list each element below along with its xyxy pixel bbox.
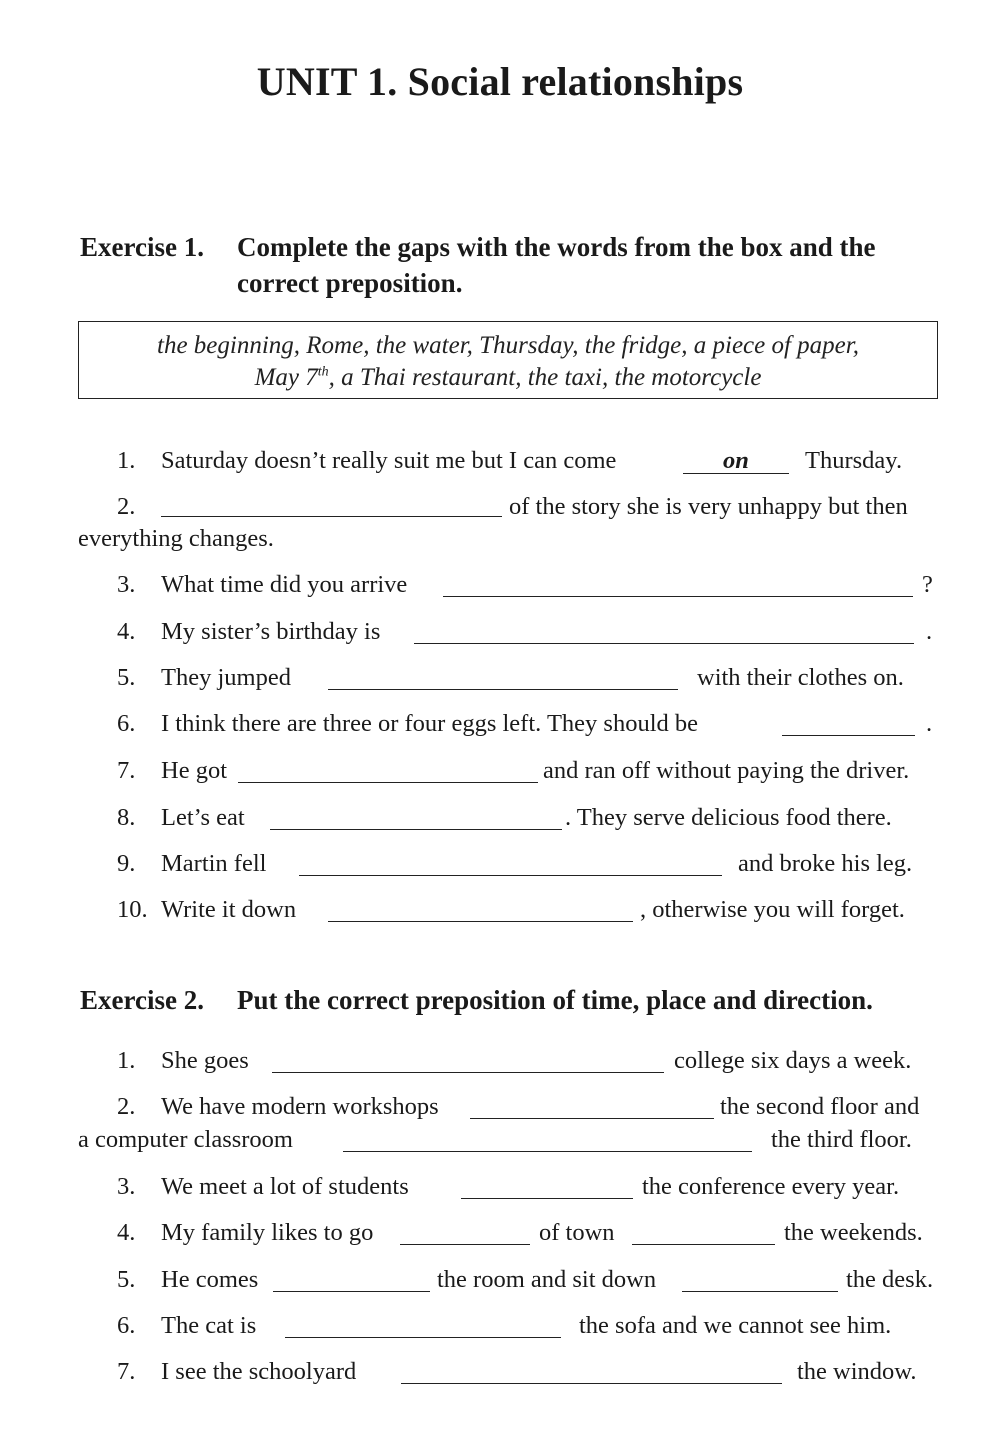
ex1-item-1-text: Saturday doesn’t really suit me but I can come xyxy=(161,447,617,474)
ex1-item-1-number: 1. xyxy=(117,447,136,474)
exercise-1-instruction-line1: Complete the gaps with the words from the box and the xyxy=(237,232,876,262)
ex1-item-8-number: 8. xyxy=(117,804,136,831)
ex2-item-4-blank-2[interactable] xyxy=(632,1224,775,1245)
ex1-item-2-text-end: of the story she is very unhappy but then xyxy=(509,493,908,520)
ex1-item-10-blank[interactable] xyxy=(328,901,633,922)
ex2-item-5-blank-2[interactable] xyxy=(682,1271,838,1292)
ex2-item-5-number: 5. xyxy=(117,1266,136,1293)
ex1-item-4-text-end: . xyxy=(926,618,933,645)
ex1-item-4-text: My sister’s birthday is xyxy=(161,618,381,645)
exercise-1-label: Exercise 1. xyxy=(80,232,204,262)
ex1-item-10-text-end: , otherwise you will forget. xyxy=(640,896,905,923)
exercise-1-instruction-line2: correct preposition. xyxy=(237,268,463,298)
ex1-item-4-number: 4. xyxy=(117,618,136,645)
ex2-item-7-text-end: the window. xyxy=(797,1358,917,1385)
ex1-item-5-number: 5. xyxy=(117,664,136,691)
page-title: UNIT 1. Social relationships xyxy=(256,59,744,104)
word-box-line2 xyxy=(78,364,938,392)
ex1-item-2-number: 2. xyxy=(117,493,136,520)
ex2-item-7-text: I see the schoolyard xyxy=(161,1358,357,1385)
ex2-item-2-continuation: a computer classroom xyxy=(78,1126,293,1153)
ex1-item-3-text-end: ? xyxy=(922,571,933,598)
ex1-item-4-blank[interactable] xyxy=(414,623,914,644)
exercise-2-instruction: Put the correct preposition of time, place and direction. xyxy=(237,985,873,1015)
ex1-item-7-text-end: and ran off without paying the driver. xyxy=(543,757,910,784)
ex2-item-2-text-end: the third floor. xyxy=(771,1126,912,1153)
ex2-item-2-blank-1[interactable] xyxy=(470,1098,714,1119)
ex1-item-7-number: 7. xyxy=(117,757,136,784)
ex1-item-6-text-end: . xyxy=(926,710,933,737)
ex2-item-2-number: 2. xyxy=(117,1093,136,1120)
ex2-item-4-blank-1[interactable] xyxy=(400,1224,530,1245)
ex2-item-7-blank[interactable] xyxy=(401,1363,782,1384)
ex1-item-8-text: Let’s eat xyxy=(161,804,245,831)
ex1-item-2-continuation: everything changes. xyxy=(78,525,274,552)
word-box-rest: , a Thai restaurant, the taxi, the motorcycle xyxy=(328,364,762,391)
word-box-date: May 7 xyxy=(254,364,318,391)
ex2-item-4-text-mid: of town xyxy=(539,1219,615,1246)
ex2-item-2-text: We have modern workshops xyxy=(161,1093,439,1120)
ex2-item-6-blank[interactable] xyxy=(285,1317,561,1338)
ex2-item-3-number: 3. xyxy=(117,1173,136,1200)
ex2-item-2-blank-2[interactable] xyxy=(343,1131,752,1152)
ex2-item-5-text-mid: the room and sit down xyxy=(437,1266,657,1293)
ex2-item-4-number: 4. xyxy=(117,1219,136,1246)
ex1-item-1-answer[interactable]: on xyxy=(683,447,789,474)
ex2-item-1-blank[interactable] xyxy=(272,1052,664,1073)
ex1-item-3-blank[interactable] xyxy=(443,576,913,597)
ex2-item-1-text: She goes xyxy=(161,1047,249,1074)
ex2-item-1-text-end: college six days a week. xyxy=(674,1047,912,1074)
ex2-item-4-text-end: the weekends. xyxy=(784,1219,923,1246)
ex1-item-7-blank[interactable] xyxy=(238,762,538,783)
ex2-item-1-number: 1. xyxy=(117,1047,136,1074)
ex1-item-5-text: They jumped xyxy=(161,664,291,691)
ex2-item-6-text-end: the sofa and we cannot see him. xyxy=(579,1312,892,1339)
ex1-item-8-text-end: . They serve delicious food there. xyxy=(565,804,892,831)
ex1-item-9-number: 9. xyxy=(117,850,136,877)
ex1-item-10-text: Write it down xyxy=(161,896,297,923)
exercise-2-label: Exercise 2. xyxy=(80,985,204,1015)
ex2-item-3-text: We meet a lot of students xyxy=(161,1173,409,1200)
word-box-line1: the beginning, Rome, the water, Thursday, the fridge, a piece of paper, xyxy=(157,332,859,359)
ex2-item-4-text: My family likes to go xyxy=(161,1219,374,1246)
ex2-item-5-text-end: the desk. xyxy=(846,1266,934,1293)
ex2-item-2-text-mid: the second floor and xyxy=(720,1093,920,1120)
ex1-item-3-number: 3. xyxy=(117,571,136,598)
ex1-item-6-blank[interactable] xyxy=(782,715,915,736)
ex1-item-2-blank[interactable] xyxy=(161,496,502,517)
ex2-item-5-blank-1[interactable] xyxy=(273,1271,430,1292)
ex1-item-1-text-end: Thursday. xyxy=(805,447,903,474)
ex2-item-5-text: He comes xyxy=(161,1266,259,1293)
ex1-item-8-blank[interactable] xyxy=(270,809,562,830)
ex1-item-9-text-end: and broke his leg. xyxy=(738,850,913,877)
ex2-item-7-number: 7. xyxy=(117,1358,136,1385)
ex1-item-9-text: Martin fell xyxy=(161,850,267,877)
ex1-item-5-text-end: with their clothes on. xyxy=(697,664,904,691)
ex2-item-3-text-end: the conference every year. xyxy=(642,1173,900,1200)
ex2-item-6-number: 6. xyxy=(117,1312,136,1339)
ex1-item-6-number: 6. xyxy=(117,710,136,737)
ex1-item-10-number: 10. xyxy=(117,896,148,923)
ex2-item-6-text: The cat is xyxy=(161,1312,257,1339)
ex1-item-3-text: What time did you arrive xyxy=(161,571,408,598)
ex1-item-5-blank[interactable] xyxy=(328,669,678,690)
ex1-item-7-text: He got xyxy=(161,757,227,784)
ex1-item-6-text: I think there are three or four eggs left. They should be xyxy=(161,710,699,737)
word-box-date-suffix: th xyxy=(317,364,329,380)
ex1-item-9-blank[interactable] xyxy=(299,855,722,876)
ex2-item-3-blank[interactable] xyxy=(461,1178,633,1199)
